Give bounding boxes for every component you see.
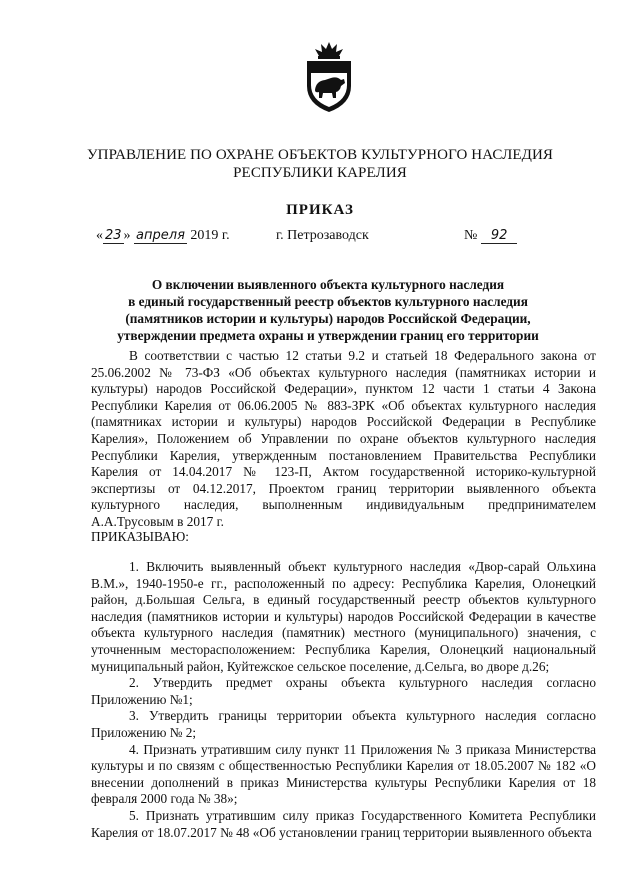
number-value: 92 (481, 228, 518, 244)
date-year: 2019 г. (190, 228, 230, 243)
date-close-quote: » (123, 228, 131, 243)
order-item-2: 2. Утвердить предмет охраны объекта культурного наследия согласно Приложению №1; (91, 675, 596, 707)
date-open-quote: « (96, 228, 103, 243)
heading-line: (памятников истории и культуры) народов Российской Федерации, (125, 311, 531, 326)
date-month: апреля (136, 228, 185, 243)
date-day: 23 (105, 228, 122, 243)
karelia-coat-of-arms-icon (301, 40, 357, 114)
document-number (464, 228, 517, 244)
agency-line-1: УПРАВЛЕНИЕ ПО ОХРАНЕ ОБЪЕКТОВ КУЛЬТУРНОГО НАСЛЕДИЯ (86, 147, 554, 163)
agency-name (60, 146, 580, 182)
preamble-paragraph: В соответствии с частью 12 статьи 9.2 и статьей 18 Федерального закона от 25.06.2002 № 73-ФЗ «Об объектах культурного наследия (памятниках истории и культуры) народов Российской Федерации», пунктом 12 части 1 статьи 4 Закона Республики Карелия от 06.06.2005 № 883-ЗРК «Об объектах культурного наследия (памятниках истории и культуры) народов Российской Федерации в Республике Карелия», Положением об Управлении по охране объектов культурного наследия Республики Карелия, утвержденным постановлением Правительства Республики Карелия от 14.04.2017 № 123-П, Актом государственной историко-культурной экспертизы от 04.12.2017, Проектом границ территории выявленного объекта культурного наследия, выполненным индивидуальным предпринимателем А.А.Трусовым в 2017 г. (91, 348, 596, 529)
order-item-5: 5. Признать утратившим силу приказ Государственного Комитета Республики Карелия от 18.07.2017 № 48 «Об установлении границ территории выявленного объекта (91, 807, 596, 840)
order-item-1: 1. Включить выявленный объект культурного наследия «Двор-сарай Ольхина В.М.», 1940-1950-е гг., расположенный по адресу: Республика Карелия, Олонецкий район, д.Большая Сельга, в единый государственный реестр объектов культурного наследия (памятников истории и культуры) народов Российской Федерации в качестве объекта культурного наследия (памятник) местного (муниципального) значения, с уточненным месторасположением: Республика Карелия, Олонецкий национальный муниципальный район, Куйтежское сельское поселение, д.Сельга, во дворе д.26; (91, 559, 596, 674)
heading-line: утверждении предмета охраны и утверждении границ его территории (117, 328, 539, 343)
order-item-4: 4. Признать утратившим силу пункт 11 Приложения № 3 приказа Министерства культуры и по связям с общественностью Республики Карелия от 18.05.2007 № 182 «О внесении дополнений в приказ Министерства культуры Республики Карелия от 18 февраля 2000 года № 38»; (91, 741, 596, 807)
document-heading (80, 276, 576, 344)
document-type: ПРИКАЗ (286, 202, 354, 218)
heading-line: О включении выявленного объекта культурного наследия (151, 277, 505, 292)
document-city: г. Петрозаводск (276, 228, 369, 243)
orders-label: ПРИКАЗЫВАЮ: (91, 529, 189, 544)
heading-line: в единый государственный реестр объектов культурного наследия (128, 294, 528, 309)
document-date (96, 228, 230, 244)
number-label: № (464, 228, 478, 243)
order-item-3: 3. Утвердить границы территории объекта культурного наследия согласно Приложению № 2; (91, 708, 596, 740)
order-items (91, 559, 596, 841)
preamble (91, 348, 596, 531)
agency-line-2: РЕСПУБЛИКИ КАРЕЛИЯ (233, 165, 407, 181)
